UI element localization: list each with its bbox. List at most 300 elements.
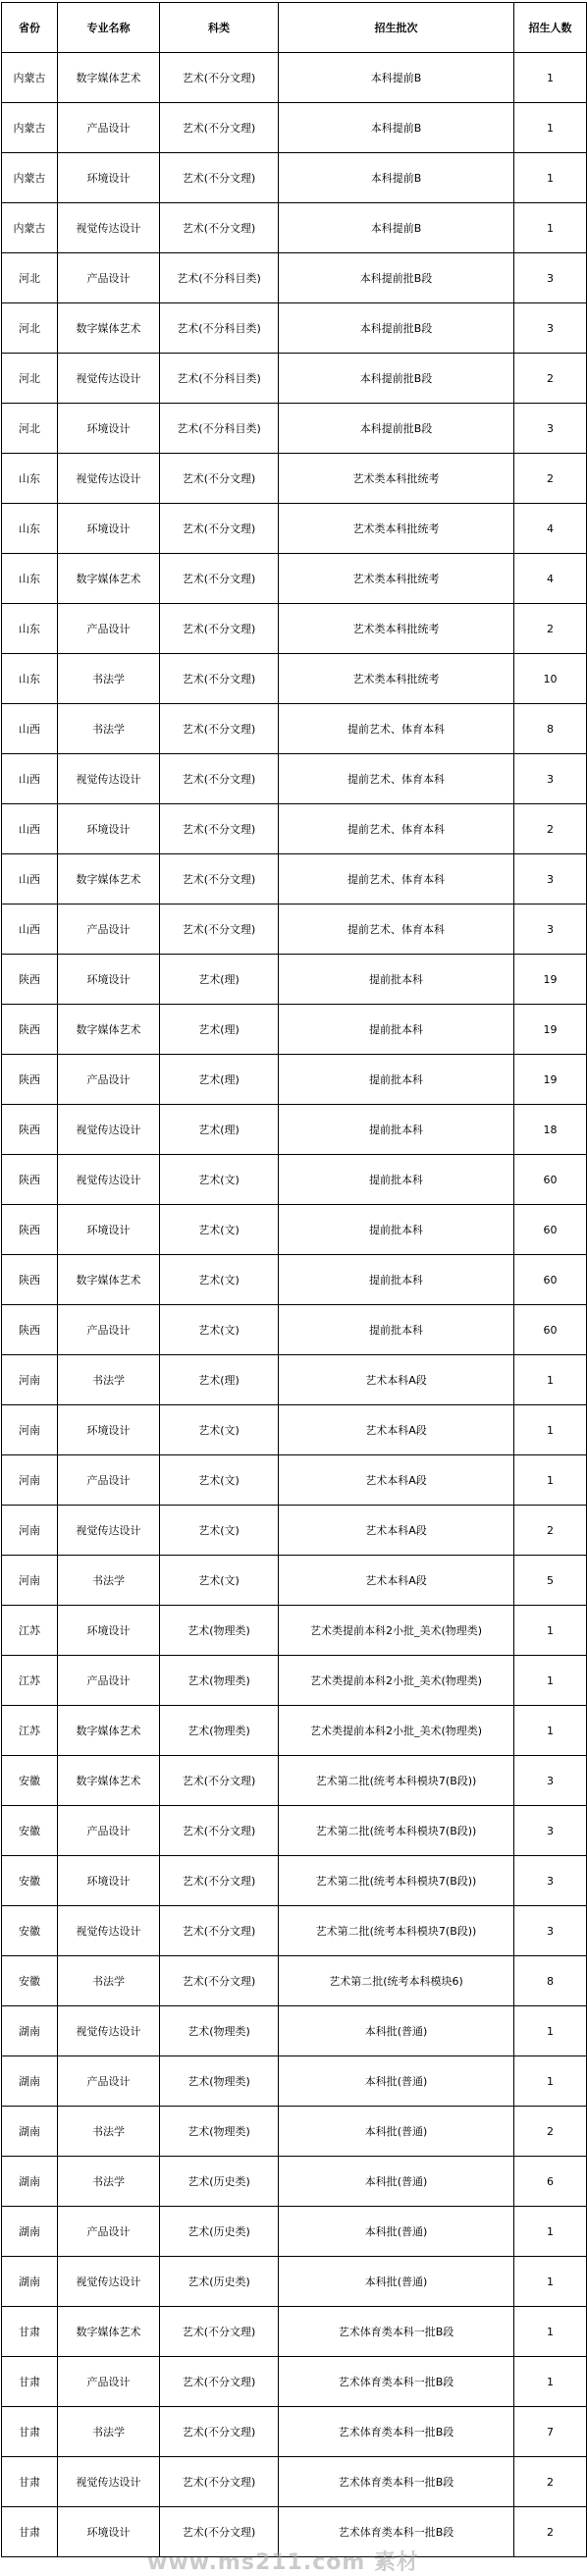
category-cell: 艺术(不分文理) xyxy=(160,1756,279,1806)
category-cell: 艺术(不分科目类) xyxy=(160,354,279,404)
province-cell: 陕西 xyxy=(2,1205,58,1255)
count-cell: 6 xyxy=(514,2157,587,2207)
province-cell: 陕西 xyxy=(2,1255,58,1305)
major-cell: 书法学 xyxy=(58,2407,160,2457)
category-cell: 艺术(物理类) xyxy=(160,2107,279,2157)
count-cell: 1 xyxy=(514,53,587,103)
province-cell: 甘肃 xyxy=(2,2507,58,2557)
batch-cell: 艺术类提前本科2小批_美术(物理类) xyxy=(279,1656,514,1706)
category-cell: 艺术(不分文理) xyxy=(160,1906,279,1956)
count-cell: 1 xyxy=(514,2357,587,2407)
table-row xyxy=(2,2257,587,2307)
table-row xyxy=(2,1906,587,1956)
batch-cell: 艺术第二批(统考本科模块7(B段)) xyxy=(279,1756,514,1806)
province-cell: 山西 xyxy=(2,804,58,854)
province-cell: 江苏 xyxy=(2,1656,58,1706)
province-cell: 陕西 xyxy=(2,955,58,1005)
major-cell: 数字媒体艺术 xyxy=(58,2307,160,2357)
province-cell: 内蒙古 xyxy=(2,203,58,253)
count-cell: 1 xyxy=(514,2257,587,2307)
major-cell: 环境设计 xyxy=(58,404,160,454)
province-cell: 陕西 xyxy=(2,1305,58,1355)
table-row xyxy=(2,1355,587,1405)
province-cell: 安徽 xyxy=(2,1956,58,2006)
table-row xyxy=(2,704,587,754)
province-cell: 湖南 xyxy=(2,2056,58,2107)
category-cell: 艺术(不分文理) xyxy=(160,53,279,103)
table-row xyxy=(2,354,587,404)
count-cell: 3 xyxy=(514,854,587,904)
province-cell: 湖南 xyxy=(2,2157,58,2207)
category-cell: 艺术(文) xyxy=(160,1506,279,1556)
batch-cell: 艺术体育类本科一批B段 xyxy=(279,2357,514,2407)
count-cell: 2 xyxy=(514,604,587,654)
count-cell: 3 xyxy=(514,253,587,303)
count-cell: 2 xyxy=(514,454,587,504)
count-cell: 1 xyxy=(514,1606,587,1656)
table-row xyxy=(2,804,587,854)
batch-cell: 艺术类本科批统考 xyxy=(279,654,514,704)
count-cell: 2 xyxy=(514,2457,587,2507)
major-cell: 环境设计 xyxy=(58,1856,160,1906)
category-cell: 艺术(理) xyxy=(160,1105,279,1155)
province-cell: 河北 xyxy=(2,354,58,404)
table-row xyxy=(2,1305,587,1355)
major-cell: 书法学 xyxy=(58,2107,160,2157)
category-cell: 艺术(不分文理) xyxy=(160,854,279,904)
table-row xyxy=(2,1806,587,1856)
major-cell: 环境设计 xyxy=(58,1205,160,1255)
province-cell: 湖南 xyxy=(2,2207,58,2257)
province-cell: 江苏 xyxy=(2,1606,58,1656)
province-cell: 山东 xyxy=(2,504,58,554)
table-row xyxy=(2,2207,587,2257)
major-cell: 产品设计 xyxy=(58,904,160,955)
count-cell: 2 xyxy=(514,2507,587,2557)
table-row xyxy=(2,1756,587,1806)
major-cell: 视觉传达设计 xyxy=(58,2006,160,2056)
category-cell: 艺术(历史类) xyxy=(160,2257,279,2307)
count-cell: 19 xyxy=(514,955,587,1005)
category-cell: 艺术(不分文理) xyxy=(160,654,279,704)
category-cell: 艺术(文) xyxy=(160,1255,279,1305)
province-cell: 甘肃 xyxy=(2,2457,58,2507)
province-cell: 内蒙古 xyxy=(2,53,58,103)
major-cell: 数字媒体艺术 xyxy=(58,303,160,354)
batch-cell: 提前艺术、体育本科 xyxy=(279,804,514,854)
batch-cell: 艺术本科A段 xyxy=(279,1355,514,1405)
table-row xyxy=(2,454,587,504)
header-province: 省份 xyxy=(2,3,58,53)
batch-cell: 本科提前B xyxy=(279,153,514,203)
major-cell: 视觉传达设计 xyxy=(58,203,160,253)
province-cell: 山东 xyxy=(2,554,58,604)
table-row xyxy=(2,904,587,955)
major-cell: 产品设计 xyxy=(58,1305,160,1355)
count-cell: 3 xyxy=(514,1856,587,1906)
batch-cell: 艺术体育类本科一批B段 xyxy=(279,2307,514,2357)
province-cell: 安徽 xyxy=(2,1906,58,1956)
count-cell: 1 xyxy=(514,103,587,153)
table-row xyxy=(2,303,587,354)
category-cell: 艺术(不分文理) xyxy=(160,454,279,504)
batch-cell: 本科批(普通) xyxy=(279,2107,514,2157)
major-cell: 产品设计 xyxy=(58,1806,160,1856)
batch-cell: 提前艺术、体育本科 xyxy=(279,904,514,955)
table-row xyxy=(2,404,587,454)
major-cell: 数字媒体艺术 xyxy=(58,854,160,904)
table-row xyxy=(2,1155,587,1205)
province-cell: 河南 xyxy=(2,1405,58,1455)
major-cell: 视觉传达设计 xyxy=(58,1506,160,1556)
table-row xyxy=(2,2407,587,2457)
batch-cell: 本科提前批B段 xyxy=(279,404,514,454)
table-row xyxy=(2,504,587,554)
major-cell: 产品设计 xyxy=(58,1055,160,1105)
batch-cell: 提前艺术、体育本科 xyxy=(279,854,514,904)
major-cell: 数字媒体艺术 xyxy=(58,53,160,103)
count-cell: 2 xyxy=(514,1506,587,1556)
major-cell: 书法学 xyxy=(58,1956,160,2006)
category-cell: 艺术(不分科目类) xyxy=(160,303,279,354)
count-cell: 3 xyxy=(514,1756,587,1806)
count-cell: 1 xyxy=(514,1455,587,1506)
count-cell: 19 xyxy=(514,1005,587,1055)
count-cell: 60 xyxy=(514,1155,587,1205)
count-cell: 1 xyxy=(514,2307,587,2357)
province-cell: 河南 xyxy=(2,1455,58,1506)
category-cell: 艺术(不分文理) xyxy=(160,904,279,955)
batch-cell: 本科批(普通) xyxy=(279,2157,514,2207)
batch-cell: 艺术第二批(统考本科模块7(B段)) xyxy=(279,1856,514,1906)
count-cell: 3 xyxy=(514,1906,587,1956)
major-cell: 环境设计 xyxy=(58,153,160,203)
table-row xyxy=(2,1556,587,1606)
count-cell: 1 xyxy=(514,1355,587,1405)
count-cell: 60 xyxy=(514,1305,587,1355)
count-cell: 1 xyxy=(514,2207,587,2257)
batch-cell: 艺术类本科批统考 xyxy=(279,454,514,504)
batch-cell: 艺术本科A段 xyxy=(279,1506,514,1556)
major-cell: 书法学 xyxy=(58,1556,160,1606)
batch-cell: 本科提前批B段 xyxy=(279,253,514,303)
batch-cell: 提前批本科 xyxy=(279,1055,514,1105)
table-row xyxy=(2,1405,587,1455)
category-cell: 艺术(不分文理) xyxy=(160,2357,279,2407)
major-cell: 环境设计 xyxy=(58,504,160,554)
category-cell: 艺术(不分文理) xyxy=(160,2307,279,2357)
category-cell: 艺术(理) xyxy=(160,955,279,1005)
table-row xyxy=(2,1105,587,1155)
count-cell: 8 xyxy=(514,704,587,754)
category-cell: 艺术(不分文理) xyxy=(160,1806,279,1856)
major-cell: 视觉传达设计 xyxy=(58,1155,160,1205)
category-cell: 艺术(理) xyxy=(160,1005,279,1055)
province-cell: 安徽 xyxy=(2,1806,58,1856)
category-cell: 艺术(文) xyxy=(160,1405,279,1455)
batch-cell: 艺术体育类本科一批B段 xyxy=(279,2407,514,2457)
table-row xyxy=(2,103,587,153)
count-cell: 5 xyxy=(514,1556,587,1606)
major-cell: 产品设计 xyxy=(58,1455,160,1506)
table-row xyxy=(2,604,587,654)
category-cell: 艺术(不分文理) xyxy=(160,153,279,203)
province-cell: 河南 xyxy=(2,1355,58,1405)
count-cell: 2 xyxy=(514,354,587,404)
major-cell: 数字媒体艺术 xyxy=(58,554,160,604)
category-cell: 艺术(文) xyxy=(160,1455,279,1506)
batch-cell: 艺术本科A段 xyxy=(279,1556,514,1606)
major-cell: 产品设计 xyxy=(58,2207,160,2257)
category-cell: 艺术(不分文理) xyxy=(160,103,279,153)
category-cell: 艺术(文) xyxy=(160,1556,279,1606)
watermark: www.ms211.com 素材 xyxy=(147,2550,419,2575)
category-cell: 艺术(历史类) xyxy=(160,2157,279,2207)
batch-cell: 艺术本科A段 xyxy=(279,1405,514,1455)
batch-cell: 艺术类提前本科2小批_美术(物理类) xyxy=(279,1606,514,1656)
category-cell: 艺术(不分文理) xyxy=(160,754,279,804)
category-cell: 艺术(不分科目类) xyxy=(160,253,279,303)
batch-cell: 本科提前批B段 xyxy=(279,354,514,404)
count-cell: 2 xyxy=(514,2107,587,2157)
table-row xyxy=(2,153,587,203)
province-cell: 河南 xyxy=(2,1506,58,1556)
header-row xyxy=(2,3,587,53)
table-row xyxy=(2,754,587,804)
table-row xyxy=(2,1656,587,1706)
header-category: 科类 xyxy=(160,3,279,53)
table-row xyxy=(2,2307,587,2357)
province-cell: 江苏 xyxy=(2,1706,58,1756)
count-cell: 60 xyxy=(514,1205,587,1255)
province-cell: 山东 xyxy=(2,604,58,654)
category-cell: 艺术(不分文理) xyxy=(160,2457,279,2507)
table-row xyxy=(2,2107,587,2157)
table-row xyxy=(2,1606,587,1656)
category-cell: 艺术(物理类) xyxy=(160,1656,279,1706)
province-cell: 甘肃 xyxy=(2,2357,58,2407)
category-cell: 艺术(不分文理) xyxy=(160,1856,279,1906)
province-cell: 陕西 xyxy=(2,1105,58,1155)
batch-cell: 本科提前批B段 xyxy=(279,303,514,354)
table-row xyxy=(2,2457,587,2507)
batch-cell: 艺术第二批(统考本科模块7(B段)) xyxy=(279,1806,514,1856)
count-cell: 2 xyxy=(514,804,587,854)
major-cell: 产品设计 xyxy=(58,1656,160,1706)
category-cell: 艺术(物理类) xyxy=(160,1706,279,1756)
count-cell: 1 xyxy=(514,203,587,253)
major-cell: 书法学 xyxy=(58,2157,160,2207)
province-cell: 山西 xyxy=(2,854,58,904)
major-cell: 视觉传达设计 xyxy=(58,354,160,404)
major-cell: 环境设计 xyxy=(58,1606,160,1656)
category-cell: 艺术(不分文理) xyxy=(160,554,279,604)
category-cell: 艺术(文) xyxy=(160,1155,279,1205)
major-cell: 数字媒体艺术 xyxy=(58,1005,160,1055)
table-row xyxy=(2,53,587,103)
province-cell: 内蒙古 xyxy=(2,153,58,203)
count-cell: 3 xyxy=(514,303,587,354)
table-row xyxy=(2,854,587,904)
batch-cell: 提前批本科 xyxy=(279,1155,514,1205)
major-cell: 环境设计 xyxy=(58,2507,160,2557)
count-cell: 8 xyxy=(514,1956,587,2006)
category-cell: 艺术(文) xyxy=(160,1305,279,1355)
province-cell: 湖南 xyxy=(2,2107,58,2157)
count-cell: 1 xyxy=(514,1405,587,1455)
header-major: 专业名称 xyxy=(58,3,160,53)
table-row xyxy=(2,1055,587,1105)
table-row xyxy=(2,1005,587,1055)
table-row xyxy=(2,2157,587,2207)
category-cell: 艺术(不分科目类) xyxy=(160,404,279,454)
table-body xyxy=(2,53,587,2557)
table-row xyxy=(2,1205,587,1255)
category-cell: 艺术(理) xyxy=(160,1355,279,1405)
table-row xyxy=(2,1856,587,1906)
major-cell: 视觉传达设计 xyxy=(58,754,160,804)
batch-cell: 本科提前B xyxy=(279,103,514,153)
major-cell: 产品设计 xyxy=(58,2357,160,2407)
major-cell: 数字媒体艺术 xyxy=(58,1255,160,1305)
province-cell: 甘肃 xyxy=(2,2407,58,2457)
count-cell: 7 xyxy=(514,2407,587,2457)
category-cell: 艺术(不分文理) xyxy=(160,2407,279,2457)
batch-cell: 本科批(普通) xyxy=(279,2006,514,2056)
batch-cell: 提前批本科 xyxy=(279,1205,514,1255)
batch-cell: 本科提前B xyxy=(279,53,514,103)
category-cell: 艺术(物理类) xyxy=(160,1606,279,1656)
table-row xyxy=(2,955,587,1005)
province-cell: 山东 xyxy=(2,454,58,504)
province-cell: 陕西 xyxy=(2,1005,58,1055)
major-cell: 环境设计 xyxy=(58,955,160,1005)
table-row xyxy=(2,554,587,604)
header-batch: 招生批次 xyxy=(279,3,514,53)
major-cell: 书法学 xyxy=(58,1355,160,1405)
province-cell: 甘肃 xyxy=(2,2307,58,2357)
major-cell: 视觉传达设计 xyxy=(58,2257,160,2307)
province-cell: 内蒙古 xyxy=(2,103,58,153)
count-cell: 3 xyxy=(514,1806,587,1856)
count-cell: 3 xyxy=(514,754,587,804)
batch-cell: 艺术第二批(统考本科模块7(B段)) xyxy=(279,1906,514,1956)
batch-cell: 艺术类提前本科2小批_美术(物理类) xyxy=(279,1706,514,1756)
count-cell: 10 xyxy=(514,654,587,704)
table-row xyxy=(2,1706,587,1756)
major-cell: 环境设计 xyxy=(58,804,160,854)
major-cell: 环境设计 xyxy=(58,1405,160,1455)
province-cell: 河北 xyxy=(2,303,58,354)
batch-cell: 提前批本科 xyxy=(279,1105,514,1155)
enrollment-table xyxy=(1,2,587,2557)
header-count: 招生人数 xyxy=(514,3,587,53)
batch-cell: 艺术类本科批统考 xyxy=(279,604,514,654)
category-cell: 艺术(不分文理) xyxy=(160,203,279,253)
count-cell: 1 xyxy=(514,2006,587,2056)
count-cell: 1 xyxy=(514,2056,587,2107)
major-cell: 视觉传达设计 xyxy=(58,2457,160,2507)
batch-cell: 提前艺术、体育本科 xyxy=(279,704,514,754)
province-cell: 湖南 xyxy=(2,2257,58,2307)
major-cell: 产品设计 xyxy=(58,253,160,303)
category-cell: 艺术(不分文理) xyxy=(160,2507,279,2557)
category-cell: 艺术(不分文理) xyxy=(160,1956,279,2006)
province-cell: 河北 xyxy=(2,404,58,454)
count-cell: 3 xyxy=(514,404,587,454)
count-cell: 1 xyxy=(514,1656,587,1706)
count-cell: 1 xyxy=(514,153,587,203)
table-row xyxy=(2,2056,587,2107)
major-cell: 产品设计 xyxy=(58,604,160,654)
province-cell: 河南 xyxy=(2,1556,58,1606)
major-cell: 视觉传达设计 xyxy=(58,1906,160,1956)
category-cell: 艺术(不分文理) xyxy=(160,604,279,654)
province-cell: 陕西 xyxy=(2,1155,58,1205)
major-cell: 数字媒体艺术 xyxy=(58,1706,160,1756)
table-row xyxy=(2,2006,587,2056)
major-cell: 书法学 xyxy=(58,704,160,754)
category-cell: 艺术(历史类) xyxy=(160,2207,279,2257)
table-row xyxy=(2,654,587,704)
batch-cell: 本科批(普通) xyxy=(279,2257,514,2307)
category-cell: 艺术(理) xyxy=(160,1055,279,1105)
batch-cell: 提前艺术、体育本科 xyxy=(279,754,514,804)
count-cell: 18 xyxy=(514,1105,587,1155)
category-cell: 艺术(不分文理) xyxy=(160,804,279,854)
province-cell: 山西 xyxy=(2,704,58,754)
category-cell: 艺术(不分文理) xyxy=(160,704,279,754)
batch-cell: 艺术本科A段 xyxy=(279,1455,514,1506)
batch-cell: 本科提前B xyxy=(279,203,514,253)
batch-cell: 艺术体育类本科一批B段 xyxy=(279,2457,514,2507)
table-row xyxy=(2,253,587,303)
count-cell: 60 xyxy=(514,1255,587,1305)
province-cell: 湖南 xyxy=(2,2006,58,2056)
table-row xyxy=(2,1956,587,2006)
province-cell: 安徽 xyxy=(2,1856,58,1906)
category-cell: 艺术(不分文理) xyxy=(160,504,279,554)
table-row xyxy=(2,203,587,253)
batch-cell: 提前批本科 xyxy=(279,1305,514,1355)
province-cell: 山西 xyxy=(2,904,58,955)
batch-cell: 本科批(普通) xyxy=(279,2207,514,2257)
count-cell: 19 xyxy=(514,1055,587,1105)
province-cell: 河北 xyxy=(2,253,58,303)
batch-cell: 艺术体育类本科一批B段 xyxy=(279,2507,514,2557)
province-cell: 山东 xyxy=(2,654,58,704)
batch-cell: 艺术第二批(统考本科模块6) xyxy=(279,1956,514,2006)
province-cell: 山西 xyxy=(2,754,58,804)
batch-cell: 提前批本科 xyxy=(279,1255,514,1305)
category-cell: 艺术(物理类) xyxy=(160,2056,279,2107)
batch-cell: 艺术类本科批统考 xyxy=(279,554,514,604)
category-cell: 艺术(文) xyxy=(160,1205,279,1255)
count-cell: 4 xyxy=(514,504,587,554)
major-cell: 视觉传达设计 xyxy=(58,1105,160,1155)
table-row xyxy=(2,1255,587,1305)
table-row xyxy=(2,1506,587,1556)
major-cell: 视觉传达设计 xyxy=(58,454,160,504)
major-cell: 产品设计 xyxy=(58,103,160,153)
major-cell: 数字媒体艺术 xyxy=(58,1756,160,1806)
count-cell: 1 xyxy=(514,1706,587,1756)
batch-cell: 艺术类本科批统考 xyxy=(279,504,514,554)
province-cell: 安徽 xyxy=(2,1756,58,1806)
major-cell: 产品设计 xyxy=(58,2056,160,2107)
major-cell: 书法学 xyxy=(58,654,160,704)
batch-cell: 本科批(普通) xyxy=(279,2056,514,2107)
